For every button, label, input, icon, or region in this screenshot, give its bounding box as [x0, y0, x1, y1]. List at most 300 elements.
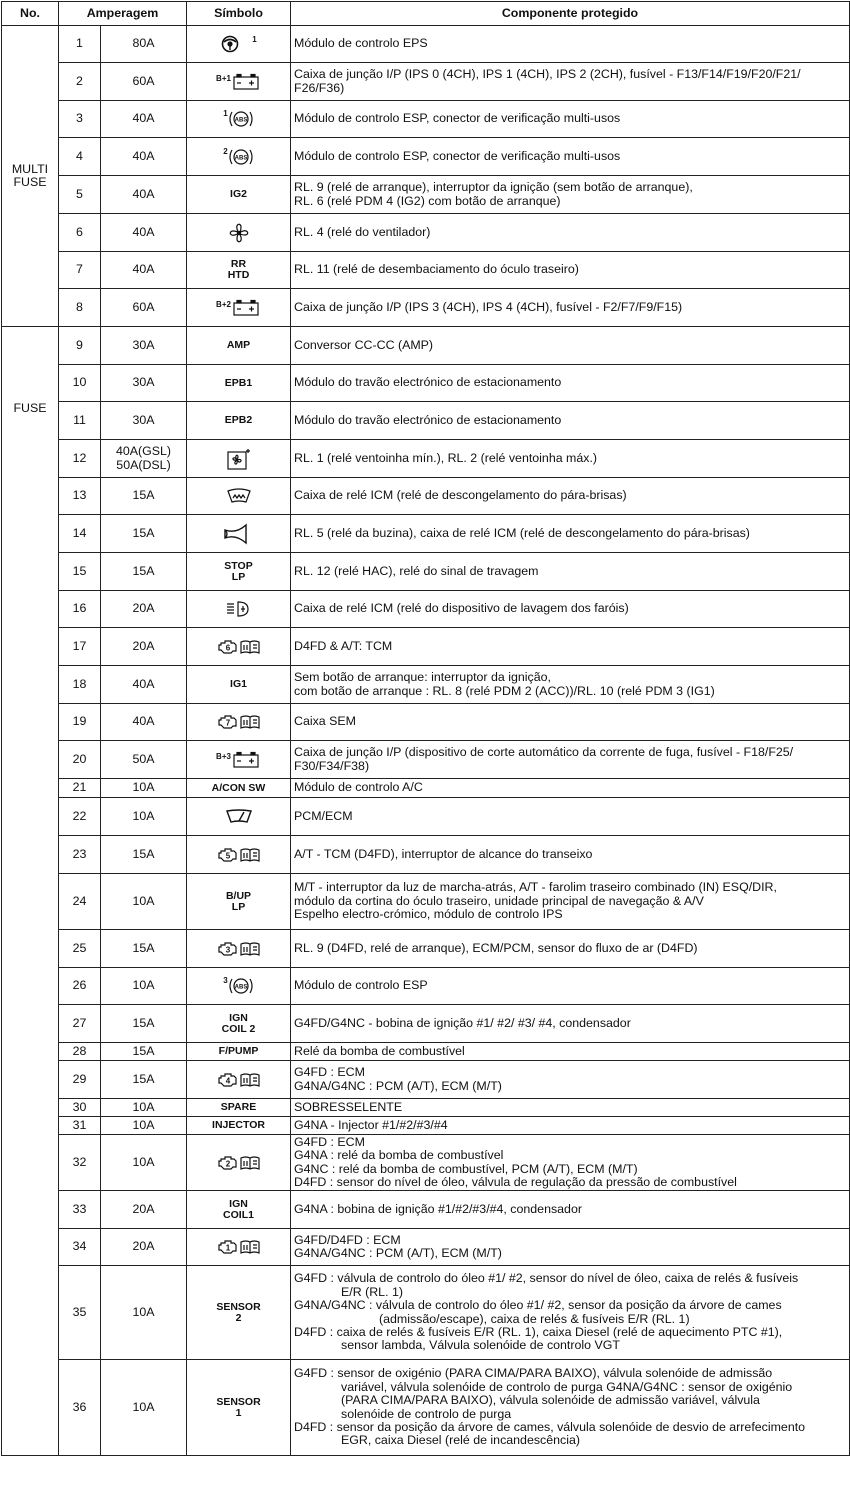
amperage-text: 30A [132, 375, 155, 390]
amperage-text: 40A [132, 111, 155, 126]
engine-manual-icon [217, 1070, 261, 1090]
protected-component [291, 779, 850, 798]
fuse-number: 20 [59, 741, 101, 779]
protected-component [291, 1043, 850, 1061]
fuse-number: 34 [59, 1229, 101, 1266]
protected-component [291, 798, 850, 836]
protected-component [291, 1005, 850, 1043]
amperage [101, 779, 187, 798]
table-row [2, 591, 850, 628]
protected-component [291, 553, 850, 591]
component-line: sensor lambda, Válvula solenóide de controlo VGT [341, 1338, 620, 1353]
symbol [187, 1191, 291, 1229]
symbol-text: COIL1 [223, 1208, 254, 1221]
header-amperage: Amperagem [59, 2, 187, 26]
battery-icon [231, 751, 261, 769]
header-component: Componente protegido [291, 2, 850, 26]
fuse-number: 1 [59, 26, 101, 63]
component-line: G4NA : bobina de ignição #1/#2/#3/#4, condensador [294, 1201, 582, 1216]
amperage-text: 10A [132, 1304, 155, 1319]
amperage [101, 1191, 187, 1229]
amperage [101, 1061, 187, 1099]
amperage [101, 741, 187, 779]
table-row [2, 515, 850, 553]
table-row [2, 176, 850, 214]
amperage-text: 40A [132, 262, 155, 277]
symbol [187, 402, 291, 440]
amperage-text: 15A [132, 1043, 155, 1058]
component-line: Módulo de controlo ESP, conector de verificação multi-usos [294, 111, 621, 126]
fuse-number: 17 [59, 628, 101, 666]
table-row [2, 440, 850, 478]
amperage-text: 20A [132, 1201, 155, 1216]
amperage-text: 15A [132, 525, 155, 540]
protected-component [291, 252, 850, 289]
component-line: (admissão/escape), caixa de relés & fusíveis E/R (RL. 1) [379, 1311, 690, 1326]
svg-text:ABS: ABS [234, 984, 248, 991]
amperage [101, 704, 187, 741]
table-row [2, 26, 850, 63]
protected-component [291, 704, 850, 741]
table-row [2, 628, 850, 666]
amperage [101, 798, 187, 836]
horn-icon [222, 522, 256, 546]
svg-text:6: 6 [225, 643, 230, 652]
protected-component [291, 741, 850, 779]
group-fuse [2, 327, 59, 1456]
component-line: Módulo do travão electrónico de estacionamento [294, 375, 562, 390]
protected-component [291, 1191, 850, 1229]
engine-manual-icon [217, 939, 261, 959]
table-row [2, 1099, 850, 1117]
engine-manual-icon [217, 637, 261, 657]
symbol-text: EPB1 [224, 376, 253, 389]
amperage [101, 1043, 187, 1061]
svg-text:ABS: ABS [234, 155, 248, 161]
symbol-text: RR [230, 258, 247, 270]
component-line: Caixa de junção I/P (dispositivo de corte automático da corrente de fuga, fusível - F18/F25/ [294, 745, 794, 760]
table-row [2, 968, 850, 1005]
amperage [101, 1229, 187, 1266]
amperage-text: 15A [132, 846, 155, 861]
table-row [2, 874, 850, 930]
amperage-text: 20A [132, 638, 155, 653]
amperage-text: 20A [132, 1239, 155, 1254]
component-line: Módulo de controlo A/C [294, 780, 423, 795]
amperage-text: 40A [132, 676, 155, 691]
protected-component [291, 1117, 850, 1135]
amperage [101, 252, 187, 289]
protected-component [291, 478, 850, 515]
symbol-text: IGN [229, 1011, 248, 1024]
protected-component [291, 930, 850, 968]
amperage-text: 15A [132, 488, 155, 503]
symbol-text: 1 [235, 1406, 242, 1419]
component-line: G4FD : sensor de oxigénio (PARA CIMA/PARA BAIXO), válvula solenóide de admissão [294, 1366, 773, 1381]
fuse-number: 31 [59, 1117, 101, 1135]
component-line: RL. 12 (relé HAC), relé do sinal de travagem [294, 563, 539, 578]
amperage [101, 176, 187, 214]
amperage-text: 10A [132, 808, 155, 823]
symbol-text: COIL 2 [221, 1022, 256, 1035]
symbol [187, 1229, 291, 1266]
svg-text:5: 5 [225, 851, 230, 860]
symbol-text: AMP [226, 339, 251, 351]
component-line: E/R (RL. 1) [341, 1284, 403, 1299]
component-line: Caixa de junção I/P (IPS 0 (4CH), IPS 1 (4CH), IPS 2 (2CH), fusível - F13/F14/F19/F20/F21/ [294, 67, 801, 82]
svg-text:7: 7 [225, 718, 230, 728]
symbol-text: INJECTOR [212, 1119, 265, 1131]
fuse-number: 13 [59, 478, 101, 515]
amperage [101, 214, 187, 252]
fuse-number: 9 [59, 327, 101, 365]
symbol-text: IG1 [230, 678, 247, 690]
fuse-number: 23 [59, 836, 101, 874]
amperage [101, 26, 187, 63]
fuse-number: 26 [59, 968, 101, 1005]
table-row [2, 704, 850, 741]
group-multi-fuse [2, 26, 59, 327]
component-line: variável, válvula solenóide de controlo de purga G4NA/G4NC : sensor de oxigénio [341, 1379, 793, 1394]
symbol [187, 214, 291, 252]
protected-component [291, 1099, 850, 1117]
component-line: Caixa de relé ICM (relé do dispositivo de lavagem dos faróis) [294, 601, 629, 616]
protected-component [291, 836, 850, 874]
component-line: Conversor CC-CC (AMP) [294, 337, 434, 352]
fuse-number: 18 [59, 666, 101, 704]
component-line: A/T - TCM (D4FD), interruptor de alcance do transeixo [294, 846, 593, 861]
amperage-text: 15A [132, 1015, 155, 1030]
amperage [101, 553, 187, 591]
component-line: G4FD/G4NC - bobina de ignição #1/ #2/ #3/ #4, condensador [294, 1015, 631, 1030]
component-line: M/T - interruptor da luz de marcha-atrás, A/T - farolim traseiro combinado (IN) ESQ/DIR, [294, 880, 777, 895]
fuse-number: 24 [59, 874, 101, 930]
component-line: EGR, caixa Diesel (relé de incandescência) [341, 1433, 580, 1448]
component-line: RL. 9 (relé de arranque), interruptor da ignição (sem botão de arranque), [294, 180, 693, 195]
amperage [101, 1099, 187, 1117]
group-label: MULTI [11, 161, 49, 176]
symbol [187, 1117, 291, 1135]
amperage [101, 440, 187, 478]
component-line: G4NA/G4NC : PCM (A/T), ECM (M/T) [294, 1078, 502, 1093]
fuse-number: 35 [59, 1266, 101, 1360]
table-row [2, 779, 850, 798]
symbol [187, 1360, 291, 1456]
amperage-text: 10A [132, 780, 155, 795]
symbol-text: LP [231, 900, 246, 913]
fuse-number: 7 [59, 252, 101, 289]
symbol [187, 176, 291, 214]
table-row [2, 365, 850, 402]
symbol [187, 591, 291, 628]
fuse-number: 29 [59, 1061, 101, 1099]
amperage-text: 10A [132, 1399, 155, 1414]
amperage-text: 10A [132, 978, 155, 993]
component-line: Módulo de controlo ESP [294, 978, 428, 993]
component-line: F26/F36) [294, 80, 345, 95]
amperage-text: 80A [132, 36, 155, 51]
fuse-number: 32 [59, 1135, 101, 1191]
component-line: G4NA : relé da bomba de combustível [294, 1148, 504, 1163]
symbol-superscript: 3 [223, 976, 228, 985]
symbol-text: HTD [227, 269, 250, 281]
component-line: G4FD : ECM [294, 1134, 365, 1149]
amperage-text: 30A [132, 337, 155, 352]
symbol [187, 1099, 291, 1117]
symbol [187, 968, 291, 1005]
table-row [2, 289, 850, 327]
component-line: módulo da cortina do óculo traseiro, unidade principal de navegação & A/V [294, 893, 704, 908]
fuse-number: 4 [59, 138, 101, 176]
protected-component [291, 874, 850, 930]
component-line: G4FD/D4FD : ECM [294, 1232, 401, 1247]
amperage [101, 478, 187, 515]
symbol [187, 1061, 291, 1099]
symbol-text: SENSOR [216, 1300, 261, 1313]
protected-component [291, 1135, 850, 1191]
symbol [187, 365, 291, 402]
table-row [2, 741, 850, 779]
protected-component [291, 63, 850, 101]
group-label: FUSE [13, 401, 47, 415]
amperage [101, 289, 187, 327]
symbol [187, 440, 291, 478]
fuse-table [1, 1, 850, 1456]
symbol [187, 798, 291, 836]
table-row [2, 63, 850, 101]
amperage [101, 1266, 187, 1360]
component-line: RL. 9 (D4FD, relé de arranque), ECM/PCM, sensor do fluxo de ar (D4FD) [294, 940, 698, 955]
table-row [2, 138, 850, 176]
abs-icon [228, 146, 254, 168]
table-row [2, 553, 850, 591]
amperage [101, 365, 187, 402]
component-line: G4NC : relé da bomba de combustível, PCM (A/T), ECM (M/T) [294, 1161, 638, 1176]
component-line: com botão de arranque : RL. 8 (relé PDM 2 (ACC))/RL. 10 (relé PDM 3 (IG1) [294, 683, 715, 698]
component-line: Sem botão de arranque: interruptor da ignição, [294, 670, 551, 685]
table-row [2, 101, 850, 138]
protected-component [291, 666, 850, 704]
protected-component [291, 365, 850, 402]
component-line: G4NA/G4NC : PCM (A/T), ECM (M/T) [294, 1246, 502, 1260]
amperage-text: 10A [132, 1099, 155, 1114]
fuse-number: 12 [59, 440, 101, 478]
fuse-number: 11 [59, 402, 101, 440]
svg-text:3: 3 [225, 945, 230, 954]
symbol-text: A/CON SW [211, 781, 266, 794]
amperage [101, 327, 187, 365]
component-line: SOBRESSELENTE [294, 1099, 403, 1114]
component-line: D4FD : sensor da posição da árvore de cames, válvula solenóide de desvio de arrefecimento [294, 1419, 806, 1434]
symbol [187, 666, 291, 704]
protected-component [291, 628, 850, 666]
symbol [187, 1266, 291, 1360]
symbol [187, 628, 291, 666]
symbol-text: EPB2 [224, 414, 253, 426]
amperage [101, 628, 187, 666]
fuse-number: 6 [59, 214, 101, 252]
amperage-text: 15A [132, 940, 155, 955]
symbol [187, 26, 291, 63]
component-line: D4FD & A/T: TCM [294, 638, 393, 653]
fuse-number: 30 [59, 1099, 101, 1117]
symbol-text: STOP [224, 559, 253, 572]
component-line: RL. 1 (relé ventoinha mín.), RL. 2 (relé ventoinha máx.) [294, 450, 598, 465]
component-line: F30/F34/F38) [294, 758, 370, 773]
table-row [2, 214, 850, 252]
amperage [101, 1360, 187, 1456]
component-line: G4NA - Injector #1/#2/#3/#4 [294, 1117, 448, 1132]
amperage [101, 1135, 187, 1191]
symbol [187, 478, 291, 515]
component-line: Caixa de relé ICM (relé de descongelamento do pára-brisas) [294, 488, 627, 503]
amperage-text: 40A [132, 224, 155, 239]
engine-manual-icon [217, 1237, 261, 1257]
engine-manual-icon [217, 1153, 261, 1173]
fuse-number: 14 [59, 515, 101, 553]
symbol-superscript: B+3 [216, 751, 231, 761]
battery-icon [231, 299, 261, 317]
symbol [187, 138, 291, 176]
symbol-text: SPARE [220, 1101, 257, 1113]
component-line: RL. 11 (relé de desembaciamento do óculo traseiro) [294, 262, 579, 277]
protected-component [291, 176, 850, 214]
symbol [187, 101, 291, 138]
fuse-number: 28 [59, 1043, 101, 1061]
protected-component [291, 1266, 850, 1360]
fuse-number: 22 [59, 798, 101, 836]
svg-text:1: 1 [225, 1243, 230, 1253]
amperage [101, 138, 187, 176]
protected-component [291, 591, 850, 628]
symbol-text: IGN [229, 1197, 248, 1210]
header-symbol: Símbolo [187, 2, 291, 26]
component-line: Caixa SEM [294, 714, 356, 729]
amperage-text: 10A [132, 1154, 155, 1169]
table-row [2, 930, 850, 968]
symbol-text: LP [231, 570, 246, 583]
symbol [187, 874, 291, 930]
symbol-superscript: 2 [223, 146, 228, 156]
amperage-text: 30A [132, 412, 155, 427]
component-line: G4FD : ECM [294, 1065, 365, 1080]
component-line: Módulo de controlo ESP, conector de verificação multi-usos [294, 148, 621, 163]
fuse-number: 19 [59, 704, 101, 741]
protected-component [291, 138, 850, 176]
amperage [101, 515, 187, 553]
symbol [187, 1043, 291, 1061]
amperage-text: 40A(GSL) [115, 444, 172, 459]
table-row [2, 252, 850, 289]
component-line: RL. 6 (relé PDM 4 (IG2) com botão de arranque) [294, 193, 561, 208]
symbol-superscript: 1 [252, 35, 257, 44]
abs-icon [228, 108, 254, 130]
component-line: RL. 4 (relé do ventilador) [294, 224, 431, 239]
header-no: No. [2, 2, 59, 26]
fuse-number: 16 [59, 591, 101, 628]
protected-component [291, 402, 850, 440]
table-row [2, 1117, 850, 1135]
symbol [187, 252, 291, 289]
table-row [2, 798, 850, 836]
component-line: Módulo de controlo EPS [294, 36, 428, 51]
table-row [2, 1061, 850, 1099]
fuse-number: 3 [59, 101, 101, 138]
component-line: Módulo do travão electrónico de estacionamento [294, 412, 562, 427]
fuse-number: 8 [59, 289, 101, 327]
amperage-text: 60A [132, 73, 155, 88]
symbol [187, 930, 291, 968]
amperage [101, 1005, 187, 1043]
protected-component [291, 101, 850, 138]
symbol [187, 704, 291, 741]
fuse-number: 5 [59, 176, 101, 214]
symbol [187, 741, 291, 779]
amperage [101, 63, 187, 101]
engine-manual-icon [217, 712, 261, 732]
header-row [2, 2, 850, 26]
symbol-text: IG2 [230, 188, 247, 200]
amperage-text: 15A [132, 1071, 155, 1086]
table-row [2, 402, 850, 440]
table-row [2, 836, 850, 874]
symbol [187, 1005, 291, 1043]
table-row [2, 1005, 850, 1043]
engine-manual-icon [217, 845, 261, 865]
symbol-superscript: 1 [223, 109, 228, 118]
front-defrost-icon [225, 486, 253, 506]
protected-component [291, 289, 850, 327]
table-row [2, 1266, 850, 1360]
protected-component [291, 440, 850, 478]
amperage [101, 1117, 187, 1135]
amperage [101, 874, 187, 930]
amperage-text: 10A [132, 893, 155, 908]
amperage [101, 836, 187, 874]
component-line: (PARA CIMA/PARA BAIXO), válvula solenóide de admissão variável, válvula [341, 1393, 760, 1408]
amperage [101, 968, 187, 1005]
protected-component [291, 515, 850, 553]
table-row [2, 1191, 850, 1229]
symbol [187, 515, 291, 553]
fuse-number: 2 [59, 63, 101, 101]
symbol-text: F/PUMP [218, 1045, 259, 1057]
group-label: FUSE [13, 175, 47, 189]
headlamp-washer-icon [224, 598, 254, 620]
symbol [187, 289, 291, 327]
amperage-text: 40A [132, 186, 155, 201]
amperage [101, 402, 187, 440]
protected-component [291, 1229, 850, 1266]
symbol-superscript: B+2 [216, 299, 231, 309]
svg-text:ABS: ABS [234, 117, 248, 124]
table-row [2, 1360, 850, 1456]
symbol-text: SENSOR [216, 1395, 261, 1408]
table-row [2, 1043, 850, 1061]
amperage-text: 40A [132, 148, 155, 163]
table-row [2, 327, 850, 365]
component-line: G4FD : válvula de controlo do óleo #1/ #2, sensor do nível de óleo, caixa de relés & fusíveis [294, 1271, 799, 1286]
cooling-fan-icon [226, 447, 252, 471]
fuse-number: 15 [59, 553, 101, 591]
symbol-text: B/UP [225, 889, 252, 902]
amperage-text: 50A(DSL) [116, 457, 171, 472]
amperage-text: 10A [132, 1117, 155, 1132]
symbol [187, 1135, 291, 1191]
protected-component [291, 26, 850, 63]
fuse-number: 10 [59, 365, 101, 402]
wiper-icon [225, 808, 253, 826]
